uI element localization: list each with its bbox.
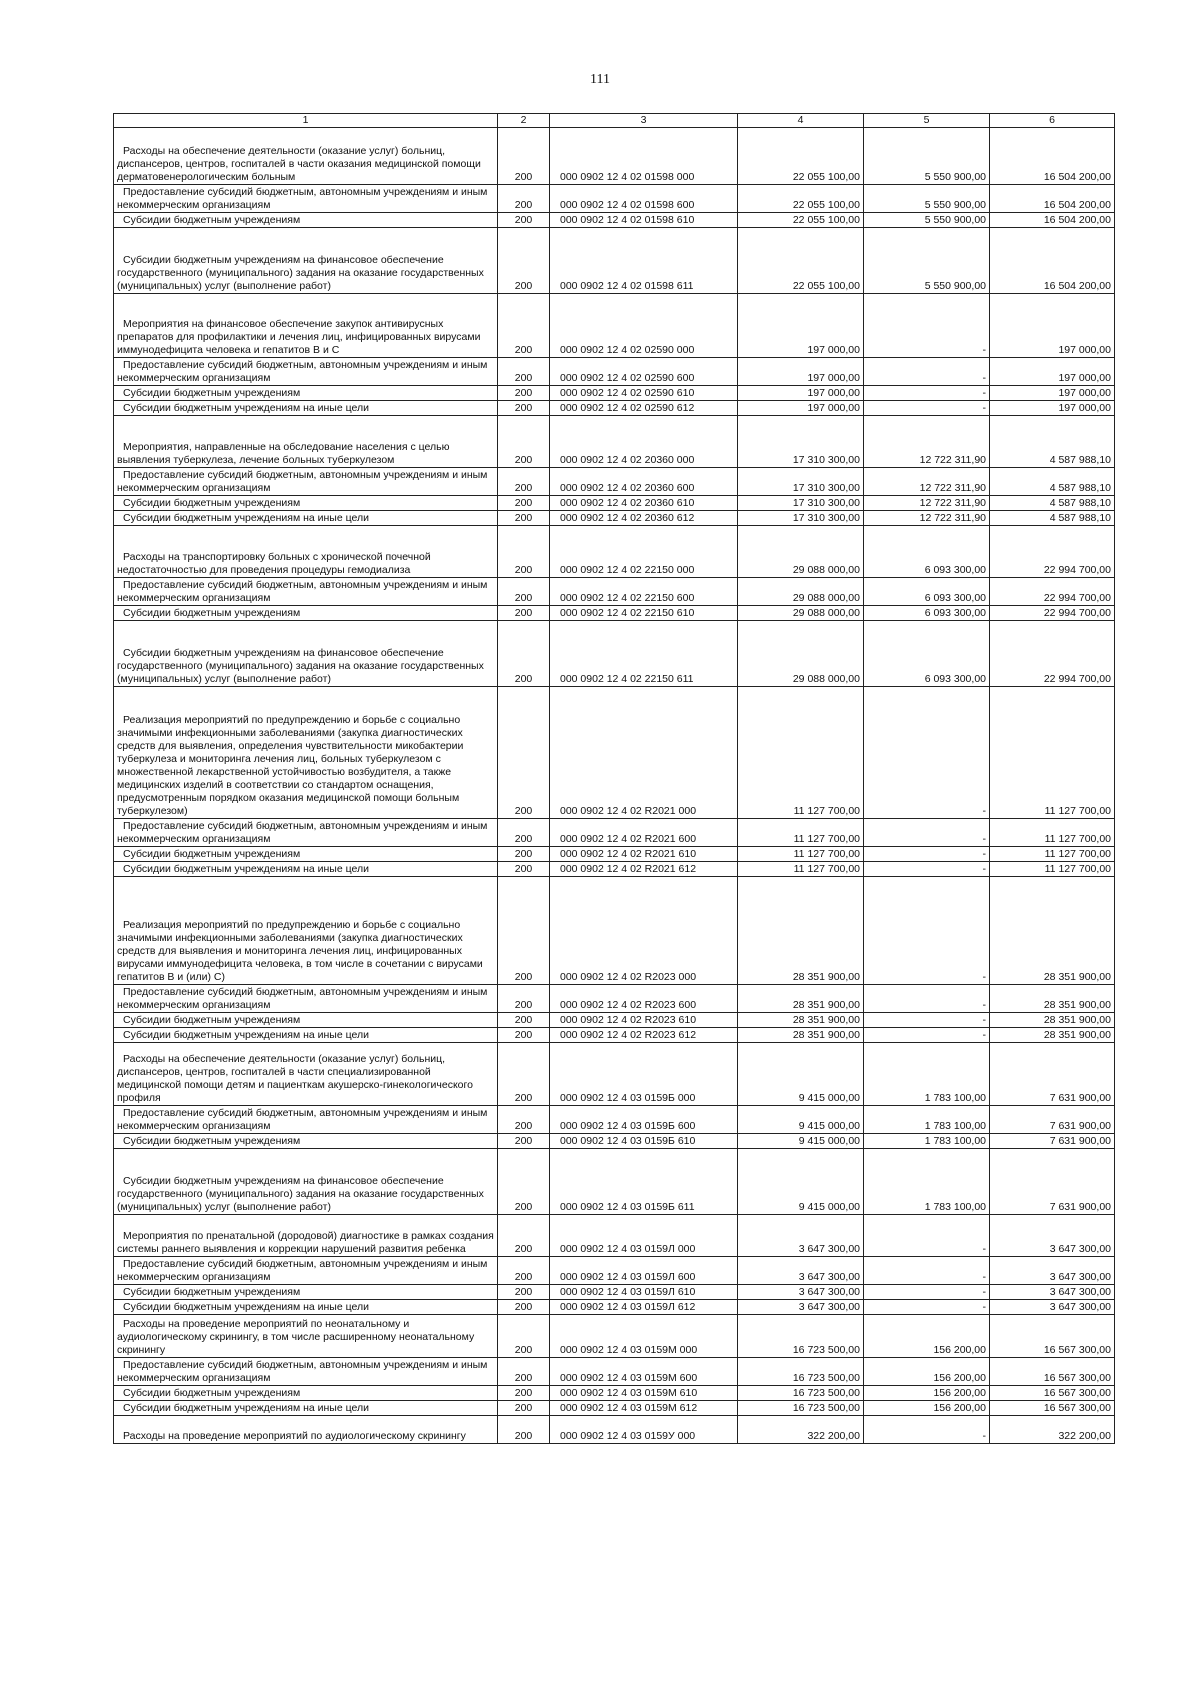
classification-code-cell: 000 0902 12 4 02 01598 610	[550, 213, 738, 228]
planned-amount-cell: 29 088 000,00	[738, 621, 864, 687]
admin-code-cell: 200	[498, 1106, 550, 1134]
remaining-amount-cell: 22 994 700,00	[990, 578, 1115, 606]
admin-code-cell: 200	[498, 416, 550, 468]
planned-amount-cell: 17 310 300,00	[738, 511, 864, 526]
planned-amount-cell: 22 055 100,00	[738, 128, 864, 185]
column-header: 5	[864, 114, 990, 128]
admin-code-cell: 200	[498, 185, 550, 213]
classification-code-cell: 000 0902 12 4 02 20360 610	[550, 496, 738, 511]
classification-code-cell: 000 0902 12 4 02 R2023 610	[550, 1013, 738, 1028]
column-header: 1	[114, 114, 498, 128]
description-cell: Субсидии бюджетным учреждениям	[114, 1285, 498, 1300]
table-row	[114, 1300, 1115, 1315]
classification-code-cell: 000 0902 12 4 03 0159М 610	[550, 1386, 738, 1401]
classification-code-cell: 000 0902 12 4 02 R2021 612	[550, 862, 738, 877]
executed-amount-cell: -	[864, 819, 990, 847]
remaining-amount-cell: 22 994 700,00	[990, 526, 1115, 578]
remaining-amount-cell: 28 351 900,00	[990, 877, 1115, 985]
table-row	[114, 1257, 1115, 1285]
remaining-amount-cell: 4 587 988,10	[990, 511, 1115, 526]
planned-amount-cell: 29 088 000,00	[738, 578, 864, 606]
remaining-amount-cell: 16 504 200,00	[990, 128, 1115, 185]
description-cell: Предоставление субсидий бюджетным, автономным учреждениям и иным некоммерческим организациям	[114, 819, 498, 847]
classification-code-cell: 000 0902 12 4 02 02590 610	[550, 386, 738, 401]
remaining-amount-cell: 3 647 300,00	[990, 1285, 1115, 1300]
table-row	[114, 985, 1115, 1013]
table-row	[114, 1134, 1115, 1149]
description-cell: Мероприятия на финансовое обеспечение закупок антивирусных препаратов для профилактики и лечения лиц, инфицированных вирусами иммунодефицита человека и гепатитов В и С	[114, 294, 498, 358]
planned-amount-cell: 17 310 300,00	[738, 416, 864, 468]
remaining-amount-cell: 197 000,00	[990, 401, 1115, 416]
admin-code-cell: 200	[498, 1149, 550, 1215]
admin-code-cell: 200	[498, 606, 550, 621]
description-cell: Предоставление субсидий бюджетным, автономным учреждениям и иным некоммерческим организациям	[114, 1358, 498, 1386]
table-row	[114, 1416, 1115, 1444]
admin-code-cell: 200	[498, 1257, 550, 1285]
description-cell: Предоставление субсидий бюджетным, автономным учреждениям и иным некоммерческим организациям	[114, 1106, 498, 1134]
planned-amount-cell: 197 000,00	[738, 294, 864, 358]
planned-amount-cell: 3 647 300,00	[738, 1215, 864, 1257]
remaining-amount-cell: 3 647 300,00	[990, 1257, 1115, 1285]
classification-code-cell: 000 0902 12 4 03 0159Л 600	[550, 1257, 738, 1285]
remaining-amount-cell: 4 587 988,10	[990, 416, 1115, 468]
remaining-amount-cell: 28 351 900,00	[990, 985, 1115, 1013]
description-cell: Реализация мероприятий по предупреждению и борьбе с социально значимыми инфекционными заболеваниями (закупка диагностических средств для выявления и мониторинга лечения лиц, инфицированных вирусами иммунодефицита человека, в том числе в сочетании с вирусами гепатитов В и (или) С)	[114, 877, 498, 985]
description-cell: Предоставление субсидий бюджетным, автономным учреждениям и иным некоммерческим организациям	[114, 578, 498, 606]
table-row	[114, 213, 1115, 228]
classification-code-cell: 000 0902 12 4 03 0159М 612	[550, 1401, 738, 1416]
description-cell: Субсидии бюджетным учреждениям	[114, 213, 498, 228]
planned-amount-cell: 11 127 700,00	[738, 687, 864, 819]
classification-code-cell: 000 0902 12 4 02 R2021 610	[550, 847, 738, 862]
classification-code-cell: 000 0902 12 4 03 0159М 000	[550, 1315, 738, 1358]
remaining-amount-cell: 11 127 700,00	[990, 687, 1115, 819]
table-row	[114, 401, 1115, 416]
classification-code-cell: 000 0902 12 4 02 20360 612	[550, 511, 738, 526]
description-cell: Субсидии бюджетным учреждениям на финансовое обеспечение государственного (муниципального) задания на оказание государственных (муниципальных) услуг (выполнение работ)	[114, 1149, 498, 1215]
remaining-amount-cell: 4 587 988,10	[990, 468, 1115, 496]
remaining-amount-cell: 197 000,00	[990, 294, 1115, 358]
description-cell: Субсидии бюджетным учреждениям	[114, 1013, 498, 1028]
planned-amount-cell: 29 088 000,00	[738, 606, 864, 621]
remaining-amount-cell: 7 631 900,00	[990, 1043, 1115, 1106]
planned-amount-cell: 3 647 300,00	[738, 1285, 864, 1300]
remaining-amount-cell: 16 567 300,00	[990, 1315, 1115, 1358]
description-cell: Субсидии бюджетным учреждениям на финансовое обеспечение государственного (муниципального) задания на оказание государственных (муниципальных) услуг (выполнение работ)	[114, 228, 498, 294]
executed-amount-cell: -	[864, 877, 990, 985]
executed-amount-cell: 156 200,00	[864, 1401, 990, 1416]
admin-code-cell: 200	[498, 128, 550, 185]
executed-amount-cell: -	[864, 1416, 990, 1444]
table-row	[114, 621, 1115, 687]
planned-amount-cell: 9 415 000,00	[738, 1106, 864, 1134]
admin-code-cell: 200	[498, 213, 550, 228]
executed-amount-cell: -	[864, 401, 990, 416]
planned-amount-cell: 17 310 300,00	[738, 468, 864, 496]
remaining-amount-cell: 11 127 700,00	[990, 819, 1115, 847]
table-row	[114, 128, 1115, 185]
admin-code-cell: 200	[498, 1043, 550, 1106]
planned-amount-cell: 11 127 700,00	[738, 819, 864, 847]
remaining-amount-cell: 22 994 700,00	[990, 621, 1115, 687]
planned-amount-cell: 16 723 500,00	[738, 1401, 864, 1416]
description-cell: Предоставление субсидий бюджетным, автономным учреждениям и иным некоммерческим организациям	[114, 468, 498, 496]
description-cell: Расходы на обеспечение деятельности (оказание услуг) больниц, диспансеров, центров, госпиталей в части специализированной медицинской помощи детям и пациенткам акушерско-гинекологического профиля	[114, 1043, 498, 1106]
column-header: 2	[498, 114, 550, 128]
table-row	[114, 877, 1115, 985]
admin-code-cell: 200	[498, 985, 550, 1013]
admin-code-cell: 200	[498, 819, 550, 847]
executed-amount-cell: 6 093 300,00	[864, 526, 990, 578]
admin-code-cell: 200	[498, 228, 550, 294]
admin-code-cell: 200	[498, 1215, 550, 1257]
table-row	[114, 1285, 1115, 1300]
admin-code-cell: 200	[498, 687, 550, 819]
description-cell: Субсидии бюджетным учреждениям	[114, 1386, 498, 1401]
planned-amount-cell: 28 351 900,00	[738, 1028, 864, 1043]
table-row	[114, 185, 1115, 213]
classification-code-cell: 000 0902 12 4 03 0159Б 000	[550, 1043, 738, 1106]
remaining-amount-cell: 11 127 700,00	[990, 862, 1115, 877]
column-header: 4	[738, 114, 864, 128]
executed-amount-cell: -	[864, 1215, 990, 1257]
description-cell: Расходы на транспортировку больных с хронической почечной недостаточностью для проведения процедуры гемодиализа	[114, 526, 498, 578]
description-cell: Субсидии бюджетным учреждениям	[114, 496, 498, 511]
executed-amount-cell: 12 722 311,90	[864, 416, 990, 468]
table-row	[114, 228, 1115, 294]
executed-amount-cell: 12 722 311,90	[864, 511, 990, 526]
classification-code-cell: 000 0902 12 4 03 0159Б 611	[550, 1149, 738, 1215]
planned-amount-cell: 22 055 100,00	[738, 228, 864, 294]
description-cell: Реализация мероприятий по предупреждению и борьбе с социально значимыми инфекционными заболеваниями (закупка диагностических средств для выявления, определения чувствительности микобактерии туберкулеза и мониторинга лечения лиц, больных туберкулезом с множественной лекарственной устойчивостью возбудителя, а также медицинских изделий в соответствии со стандартом оснащения, предусмотренным порядком оказания медицинской помощи больным туберкулезом)	[114, 687, 498, 819]
description-cell: Субсидии бюджетным учреждениям на иные цели	[114, 862, 498, 877]
classification-code-cell: 000 0902 12 4 03 0159Л 000	[550, 1215, 738, 1257]
description-cell: Субсидии бюджетным учреждениям на иные цели	[114, 1028, 498, 1043]
remaining-amount-cell: 7 631 900,00	[990, 1134, 1115, 1149]
classification-code-cell: 000 0902 12 4 02 01598 000	[550, 128, 738, 185]
executed-amount-cell: -	[864, 1285, 990, 1300]
admin-code-cell: 200	[498, 1028, 550, 1043]
classification-code-cell: 000 0902 12 4 02 01598 600	[550, 185, 738, 213]
table-body	[114, 128, 1115, 1444]
table-row	[114, 526, 1115, 578]
admin-code-cell: 200	[498, 1401, 550, 1416]
table-row	[114, 511, 1115, 526]
table-row	[114, 847, 1115, 862]
table-row	[114, 687, 1115, 819]
description-cell: Мероприятия по пренатальной (дородовой) диагностике в рамках создания системы раннего выявления и коррекции нарушений развития ребенка	[114, 1215, 498, 1257]
planned-amount-cell: 28 351 900,00	[738, 877, 864, 985]
executed-amount-cell: 1 783 100,00	[864, 1106, 990, 1134]
remaining-amount-cell: 7 631 900,00	[990, 1106, 1115, 1134]
admin-code-cell: 200	[498, 358, 550, 386]
executed-amount-cell: 1 783 100,00	[864, 1149, 990, 1215]
executed-amount-cell: 1 783 100,00	[864, 1043, 990, 1106]
remaining-amount-cell: 4 587 988,10	[990, 496, 1115, 511]
classification-code-cell: 000 0902 12 4 03 0159Л 610	[550, 1285, 738, 1300]
remaining-amount-cell: 3 647 300,00	[990, 1300, 1115, 1315]
executed-amount-cell: -	[864, 985, 990, 1013]
classification-code-cell: 000 0902 12 4 02 01598 611	[550, 228, 738, 294]
planned-amount-cell: 16 723 500,00	[738, 1358, 864, 1386]
executed-amount-cell: 5 550 900,00	[864, 185, 990, 213]
executed-amount-cell: -	[864, 862, 990, 877]
admin-code-cell: 200	[498, 1358, 550, 1386]
remaining-amount-cell: 28 351 900,00	[990, 1013, 1115, 1028]
executed-amount-cell: 12 722 311,90	[864, 496, 990, 511]
executed-amount-cell: 6 093 300,00	[864, 578, 990, 606]
planned-amount-cell: 197 000,00	[738, 386, 864, 401]
remaining-amount-cell: 7 631 900,00	[990, 1149, 1115, 1215]
remaining-amount-cell: 16 567 300,00	[990, 1358, 1115, 1386]
classification-code-cell: 000 0902 12 4 03 0159Б 610	[550, 1134, 738, 1149]
column-header: 6	[990, 114, 1115, 128]
description-cell: Расходы на обеспечение деятельности (оказание услуг) больниц, диспансеров, центров, госпиталей в части оказания медицинской помощи дерматовенерологическим больным	[114, 128, 498, 185]
executed-amount-cell: 5 550 900,00	[864, 228, 990, 294]
admin-code-cell: 200	[498, 1300, 550, 1315]
table-row	[114, 1106, 1115, 1134]
executed-amount-cell: -	[864, 1013, 990, 1028]
planned-amount-cell: 17 310 300,00	[738, 496, 864, 511]
admin-code-cell: 200	[498, 1285, 550, 1300]
table-row	[114, 386, 1115, 401]
executed-amount-cell: 156 200,00	[864, 1386, 990, 1401]
table-row	[114, 1028, 1115, 1043]
remaining-amount-cell: 197 000,00	[990, 386, 1115, 401]
description-cell: Субсидии бюджетным учреждениям	[114, 386, 498, 401]
remaining-amount-cell: 22 994 700,00	[990, 606, 1115, 621]
classification-code-cell: 000 0902 12 4 02 22150 610	[550, 606, 738, 621]
description-cell: Субсидии бюджетным учреждениям на иные цели	[114, 1401, 498, 1416]
executed-amount-cell: -	[864, 1028, 990, 1043]
admin-code-cell: 200	[498, 401, 550, 416]
admin-code-cell: 200	[498, 1013, 550, 1028]
executed-amount-cell: 5 550 900,00	[864, 213, 990, 228]
planned-amount-cell: 22 055 100,00	[738, 185, 864, 213]
executed-amount-cell: 5 550 900,00	[864, 128, 990, 185]
remaining-amount-cell: 16 504 200,00	[990, 213, 1115, 228]
planned-amount-cell: 22 055 100,00	[738, 213, 864, 228]
remaining-amount-cell: 11 127 700,00	[990, 847, 1115, 862]
remaining-amount-cell: 16 504 200,00	[990, 228, 1115, 294]
table-row	[114, 1358, 1115, 1386]
table-row	[114, 416, 1115, 468]
planned-amount-cell: 322 200,00	[738, 1416, 864, 1444]
description-cell: Субсидии бюджетным учреждениям	[114, 606, 498, 621]
admin-code-cell: 200	[498, 468, 550, 496]
classification-code-cell: 000 0902 12 4 02 22150 000	[550, 526, 738, 578]
admin-code-cell: 200	[498, 386, 550, 401]
executed-amount-cell: -	[864, 358, 990, 386]
description-cell: Предоставление субсидий бюджетным, автономным учреждениям и иным некоммерческим организациям	[114, 358, 498, 386]
planned-amount-cell: 9 415 000,00	[738, 1149, 864, 1215]
admin-code-cell: 200	[498, 496, 550, 511]
table-row	[114, 1386, 1115, 1401]
executed-amount-cell: -	[864, 386, 990, 401]
table-row	[114, 1215, 1115, 1257]
description-cell: Субсидии бюджетным учреждениям на иные цели	[114, 511, 498, 526]
planned-amount-cell: 11 127 700,00	[738, 862, 864, 877]
table-row	[114, 606, 1115, 621]
admin-code-cell: 200	[498, 847, 550, 862]
executed-amount-cell: 156 200,00	[864, 1358, 990, 1386]
description-cell: Предоставление субсидий бюджетным, автономным учреждениям и иным некоммерческим организациям	[114, 185, 498, 213]
planned-amount-cell: 29 088 000,00	[738, 526, 864, 578]
page-number: 111	[590, 72, 610, 87]
table-row	[114, 496, 1115, 511]
description-cell: Субсидии бюджетным учреждениям	[114, 847, 498, 862]
remaining-amount-cell: 16 504 200,00	[990, 185, 1115, 213]
planned-amount-cell: 28 351 900,00	[738, 985, 864, 1013]
planned-amount-cell: 3 647 300,00	[738, 1300, 864, 1315]
executed-amount-cell: -	[864, 1257, 990, 1285]
planned-amount-cell: 16 723 500,00	[738, 1315, 864, 1358]
table-row	[114, 294, 1115, 358]
header-row	[114, 114, 1115, 128]
admin-code-cell: 200	[498, 511, 550, 526]
classification-code-cell: 000 0902 12 4 03 0159Л 612	[550, 1300, 738, 1315]
planned-amount-cell: 197 000,00	[738, 401, 864, 416]
planned-amount-cell: 9 415 000,00	[738, 1134, 864, 1149]
description-cell: Расходы на проведение мероприятий по аудиологическому скринингу	[114, 1416, 498, 1444]
table-row	[114, 578, 1115, 606]
planned-amount-cell: 9 415 000,00	[738, 1043, 864, 1106]
admin-code-cell: 200	[498, 621, 550, 687]
admin-code-cell: 200	[498, 294, 550, 358]
executed-amount-cell: 6 093 300,00	[864, 621, 990, 687]
budget-table	[113, 113, 1115, 1444]
executed-amount-cell: -	[864, 1300, 990, 1315]
table-row	[114, 468, 1115, 496]
description-cell: Субсидии бюджетным учреждениям на финансовое обеспечение государственного (муниципального) задания на оказание государственных (муниципальных) услуг (выполнение работ)	[114, 621, 498, 687]
admin-code-cell: 200	[498, 1134, 550, 1149]
classification-code-cell: 000 0902 12 4 02 R2021 000	[550, 687, 738, 819]
description-cell: Субсидии бюджетным учреждениям на иные цели	[114, 401, 498, 416]
executed-amount-cell: 12 722 311,90	[864, 468, 990, 496]
executed-amount-cell: -	[864, 687, 990, 819]
admin-code-cell: 200	[498, 1386, 550, 1401]
description-cell: Расходы на проведение мероприятий по неонатальному и аудиологическому скринингу, в том числе расширенному неонатальному скринингу	[114, 1315, 498, 1358]
admin-code-cell: 200	[498, 1416, 550, 1444]
classification-code-cell: 000 0902 12 4 02 R2023 612	[550, 1028, 738, 1043]
remaining-amount-cell: 3 647 300,00	[990, 1215, 1115, 1257]
classification-code-cell: 000 0902 12 4 03 0159Б 600	[550, 1106, 738, 1134]
admin-code-cell: 200	[498, 1315, 550, 1358]
executed-amount-cell: 1 783 100,00	[864, 1134, 990, 1149]
executed-amount-cell: 6 093 300,00	[864, 606, 990, 621]
table-row	[114, 358, 1115, 386]
remaining-amount-cell: 28 351 900,00	[990, 1028, 1115, 1043]
executed-amount-cell: 156 200,00	[864, 1315, 990, 1358]
classification-code-cell: 000 0902 12 4 02 20360 600	[550, 468, 738, 496]
admin-code-cell: 200	[498, 578, 550, 606]
table-row	[114, 819, 1115, 847]
planned-amount-cell: 16 723 500,00	[738, 1386, 864, 1401]
admin-code-cell: 200	[498, 526, 550, 578]
table-row	[114, 1149, 1115, 1215]
description-cell: Предоставление субсидий бюджетным, автономным учреждениям и иным некоммерческим организациям	[114, 1257, 498, 1285]
admin-code-cell: 200	[498, 877, 550, 985]
description-cell: Мероприятия, направленные на обследование населения с целью выявления туберкулеза, лечение больных туберкулезом	[114, 416, 498, 468]
table-row	[114, 1013, 1115, 1028]
classification-code-cell: 000 0902 12 4 02 22150 611	[550, 621, 738, 687]
remaining-amount-cell: 322 200,00	[990, 1416, 1115, 1444]
classification-code-cell: 000 0902 12 4 02 R2023 600	[550, 985, 738, 1013]
description-cell: Предоставление субсидий бюджетным, автономным учреждениям и иным некоммерческим организациям	[114, 985, 498, 1013]
table-row	[114, 862, 1115, 877]
classification-code-cell: 000 0902 12 4 02 02590 600	[550, 358, 738, 386]
classification-code-cell: 000 0902 12 4 02 R2021 600	[550, 819, 738, 847]
table-row	[114, 1401, 1115, 1416]
classification-code-cell: 000 0902 12 4 02 02590 612	[550, 401, 738, 416]
planned-amount-cell: 197 000,00	[738, 358, 864, 386]
remaining-amount-cell: 16 567 300,00	[990, 1401, 1115, 1416]
description-cell: Субсидии бюджетным учреждениям на иные цели	[114, 1300, 498, 1315]
executed-amount-cell: -	[864, 294, 990, 358]
planned-amount-cell: 3 647 300,00	[738, 1257, 864, 1285]
planned-amount-cell: 28 351 900,00	[738, 1013, 864, 1028]
remaining-amount-cell: 197 000,00	[990, 358, 1115, 386]
classification-code-cell: 000 0902 12 4 03 0159У 000	[550, 1416, 738, 1444]
admin-code-cell: 200	[498, 862, 550, 877]
remaining-amount-cell: 16 567 300,00	[990, 1386, 1115, 1401]
classification-code-cell: 000 0902 12 4 02 R2023 000	[550, 877, 738, 985]
planned-amount-cell: 11 127 700,00	[738, 847, 864, 862]
description-cell: Субсидии бюджетным учреждениям	[114, 1134, 498, 1149]
classification-code-cell: 000 0902 12 4 03 0159М 600	[550, 1358, 738, 1386]
column-header: 3	[550, 114, 738, 128]
classification-code-cell: 000 0902 12 4 02 20360 000	[550, 416, 738, 468]
table-row	[114, 1043, 1115, 1106]
classification-code-cell: 000 0902 12 4 02 22150 600	[550, 578, 738, 606]
executed-amount-cell: -	[864, 847, 990, 862]
table-row	[114, 1315, 1115, 1358]
classification-code-cell: 000 0902 12 4 02 02590 000	[550, 294, 738, 358]
